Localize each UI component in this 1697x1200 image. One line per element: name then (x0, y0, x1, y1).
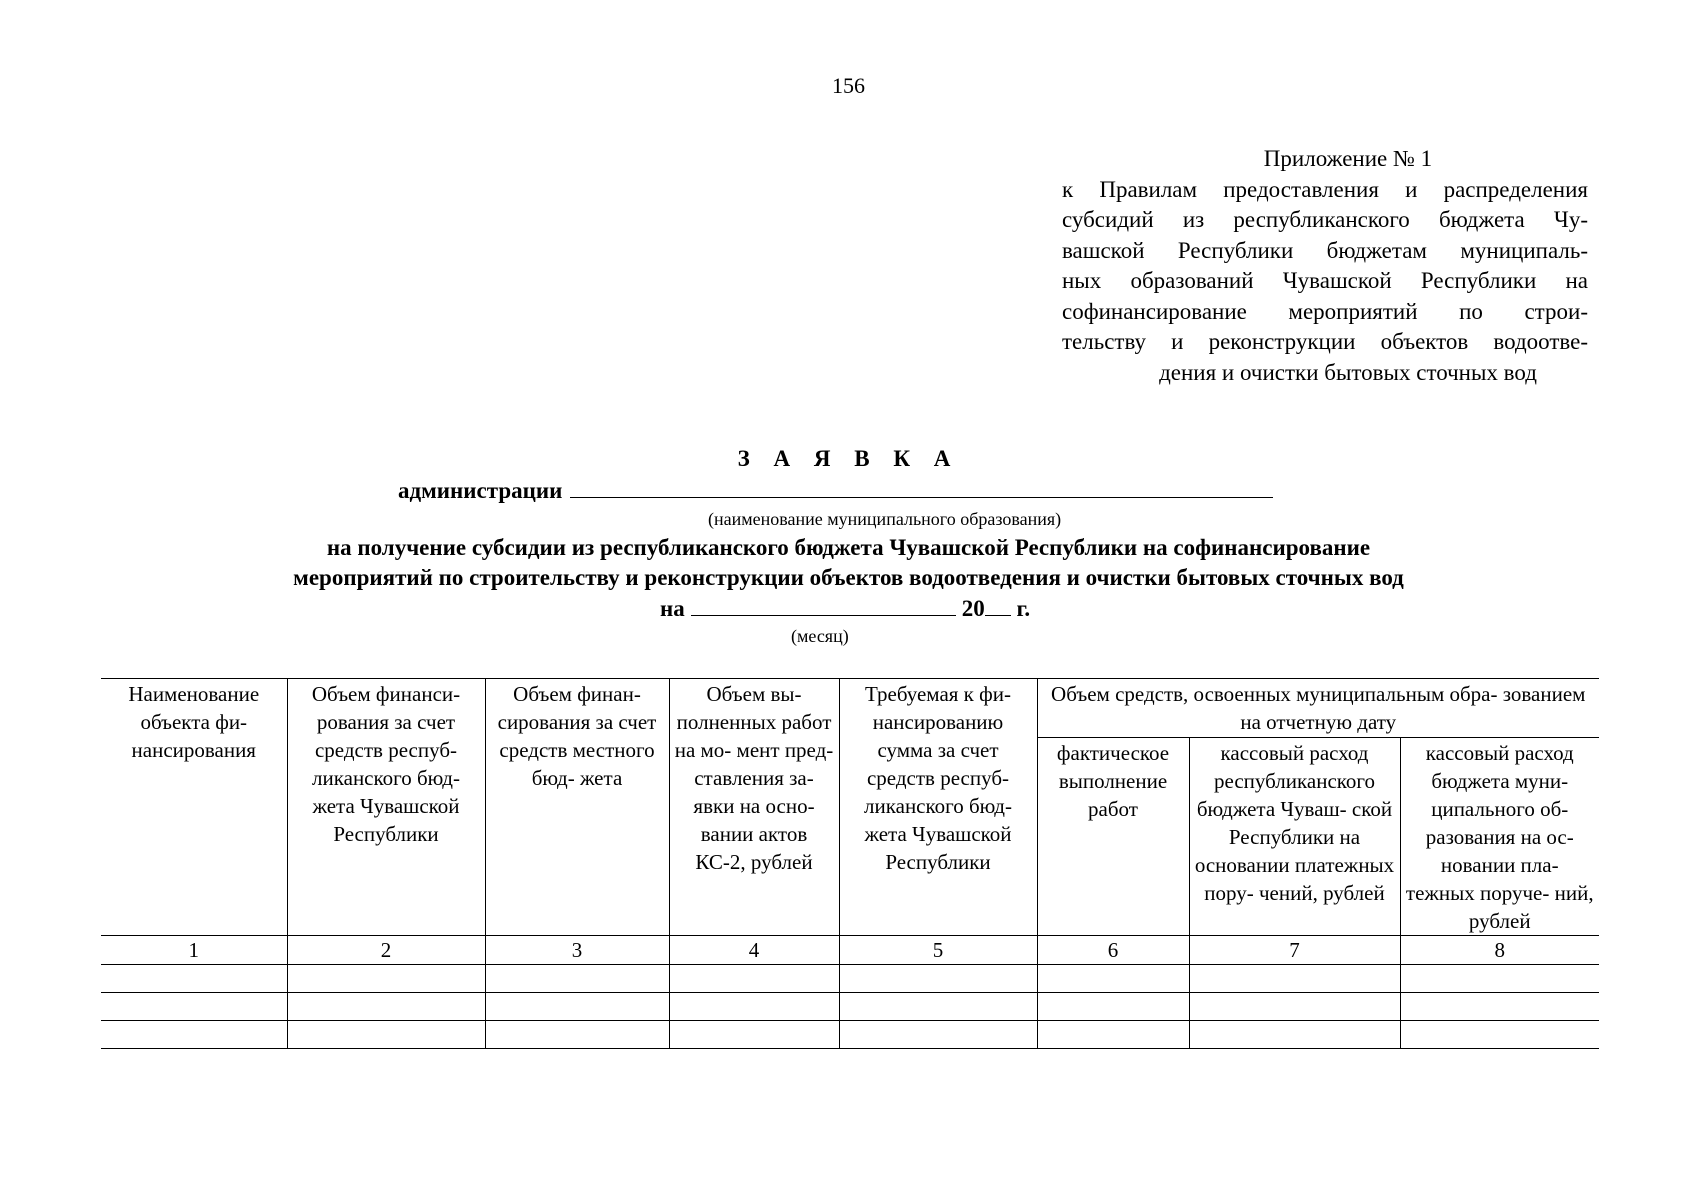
period-line (660, 596, 1030, 622)
table-cell[interactable] (485, 1021, 669, 1049)
table-cell[interactable] (101, 993, 287, 1021)
table-cell[interactable] (287, 993, 485, 1021)
page-number: 156 (832, 73, 865, 98)
appendix-line: дения и очистки бытовых сточных вод (1159, 359, 1537, 385)
table-cell[interactable] (287, 1021, 485, 1049)
column-number: 3 (485, 936, 669, 965)
table-cell[interactable] (839, 993, 1037, 1021)
table-cell[interactable] (1189, 965, 1400, 993)
column-number: 6 (1037, 936, 1189, 965)
table-cell[interactable] (1400, 965, 1599, 993)
appendix-line: софинансирование мероприятий по строи- (1062, 298, 1588, 324)
sub-column-header: кассовый расход республиканского бюджета Чуваш- ской Республики на основании платежных пору- чений, рублей (1189, 738, 1400, 936)
table-cell[interactable] (287, 965, 485, 993)
month-caption: (месяц) (791, 626, 849, 646)
column-header: Наименование объекта фи- нансирования (101, 679, 287, 936)
column-number: 5 (839, 936, 1037, 965)
admin-name-blank[interactable] (570, 479, 1273, 498)
table-cell[interactable] (485, 965, 669, 993)
column-number: 1 (101, 936, 287, 965)
table-cell[interactable] (1400, 993, 1599, 1021)
table-cell[interactable] (101, 1021, 287, 1049)
subject-line-2: мероприятий по строительству и реконструкции объектов водоотведения и очистки бытовых сточных вод (293, 565, 1404, 590)
table-cell[interactable] (669, 1021, 839, 1049)
table-row (101, 1021, 1599, 1049)
appendix-line: к Правилам предоставления и распределения (1062, 176, 1588, 202)
sub-column-header: кассовый расход бюджета муни- ципального об- разования на ос- новании пла- тежных поруче- ний, рублей (1400, 738, 1599, 936)
column-number: 7 (1189, 936, 1400, 965)
table-cell[interactable] (101, 965, 287, 993)
year-blank[interactable] (985, 597, 1011, 616)
column-number: 2 (287, 936, 485, 965)
table-cell[interactable] (1189, 1021, 1400, 1049)
admin-line (398, 478, 1273, 504)
group-header: Объем средств, освоенных муниципальным обра- зованием на отчетную дату (1037, 679, 1599, 738)
admin-caption: (наименование муниципального образования) (708, 509, 1062, 529)
column-header: Объем финан- сирования за счет средств местного бюд- жета (485, 679, 669, 936)
column-header: Объем вы- полненных работ на мо- мент пред- ставления за- явки на осно- вании актов КС-2, рублей (669, 679, 839, 936)
admin-label: администрации (398, 478, 563, 503)
month-blank[interactable] (691, 597, 956, 616)
table-cell[interactable] (1037, 965, 1189, 993)
subject-line-1: на получение субсидии из республиканского бюджета Чувашской Республики на софинансирование (326, 535, 1371, 560)
na-label: на (660, 596, 685, 621)
column-number-row (101, 936, 1599, 965)
table-cell[interactable] (1037, 1021, 1189, 1049)
appendix-line: тельству и реконструкции объектов водоотве- (1062, 329, 1588, 354)
table-cell[interactable] (485, 993, 669, 1021)
table-cell[interactable] (669, 993, 839, 1021)
appendix-block (1062, 144, 1588, 388)
subsidy-table (101, 678, 1599, 1049)
column-header: Объем финанси- рования за счет средств респуб- ликанского бюд- жета Чувашской Республики (287, 679, 485, 936)
year-prefix: 20 (961, 596, 985, 621)
column-number: 8 (1400, 936, 1599, 965)
column-header: Требуемая к фи- нансированию сумма за счет средств респуб- ликанского бюд- жета Чувашской Республики (839, 679, 1037, 936)
sub-column-header: фактическое выполнение работ (1037, 738, 1189, 936)
table-cell[interactable] (1037, 993, 1189, 1021)
appendix-line: ных образований Чувашской Республики на (1062, 268, 1588, 293)
table-row (101, 965, 1599, 993)
table-cell[interactable] (839, 965, 1037, 993)
appendix-line: вашской Республики бюджетам муниципаль- (1062, 237, 1588, 263)
table-cell[interactable] (1400, 1021, 1599, 1049)
appendix-title: Приложение № 1 (1263, 146, 1433, 171)
year-suffix: г. (1016, 596, 1031, 621)
column-number: 4 (669, 936, 839, 965)
appendix-line: субсидий из республиканского бюджета Чу- (1062, 207, 1588, 232)
table-cell[interactable] (669, 965, 839, 993)
table-cell[interactable] (1189, 993, 1400, 1021)
table-row (101, 993, 1599, 1021)
form-title: З А Я В К А (737, 446, 960, 471)
table-cell[interactable] (839, 1021, 1037, 1049)
